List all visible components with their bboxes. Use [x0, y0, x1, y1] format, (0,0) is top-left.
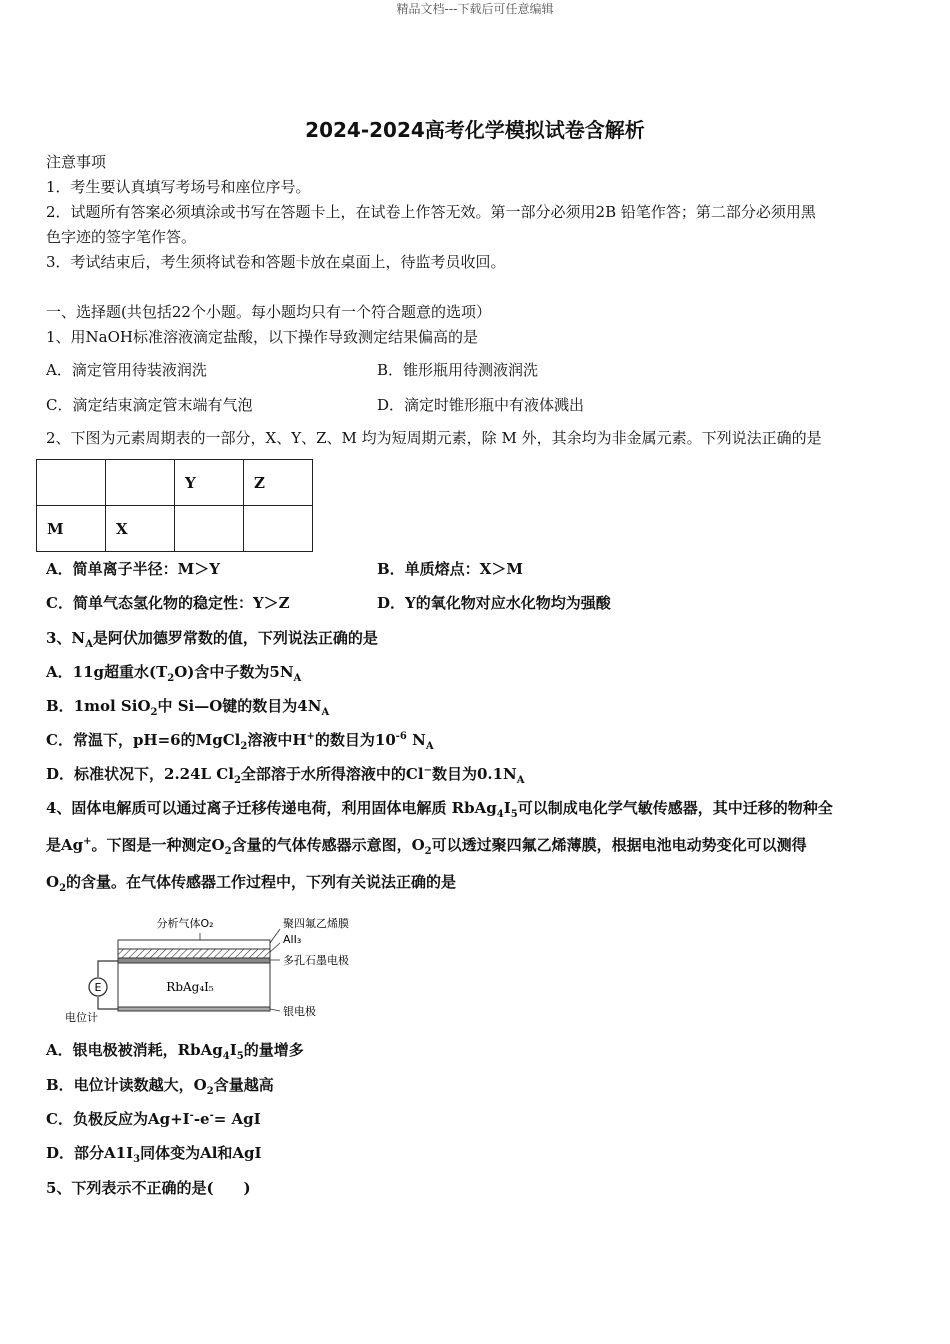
q4-option-b: B．电位计读数越大，$O_2$含量越高: [46, 1076, 274, 1097]
label-silver: 银电极: [283, 1005, 316, 1018]
q4-option-d: D．部分$A1I_3$同体变为Al和AgI: [46, 1144, 262, 1165]
q4-stem-line-3: $O_2$的含量。在气体传感器工作过程中，下列有关说法正确的是: [46, 873, 457, 894]
gas-sensor-diagram: [40, 905, 360, 1025]
ali3-layer: [118, 949, 270, 958]
q4-option-a: A．银电极被消耗，$RbAg_4I_5$的量增多: [46, 1041, 304, 1062]
q2-option-c: C．简单气态氢化物的稳定性：Y＞Z: [46, 594, 290, 612]
q1-option-c: C．滴定结束滴定管末端有气泡: [46, 396, 253, 414]
silver-electrode: [118, 1007, 270, 1011]
table-cell: Z: [244, 460, 313, 506]
table-cell: [37, 460, 106, 506]
label-graphite: 多孔石墨电极: [283, 954, 349, 967]
wire-bottom: [98, 997, 118, 1009]
q1-stem: 1、用NaOH标准溶液滴定盐酸，以下操作导致测定结果偏高的是: [46, 328, 478, 346]
label-electrolyte: RbAg₄I₅: [166, 980, 214, 994]
label-gas: 分析气体O₂: [156, 917, 214, 930]
table-row: [37, 506, 313, 552]
periodic-table-fragment: [36, 459, 313, 552]
label-meter: 电位计: [65, 1011, 98, 1024]
notice-item-2: 2．试题所有答案必须填涂或书写在答题卡上，在试卷上作答无效。第一部分必须用2B 铅笔作答；第二部分必须用黑: [46, 203, 816, 221]
table-cell: [175, 506, 244, 552]
q4-option-c: C．负极反应为Ag+I--e-= AgI: [46, 1110, 261, 1128]
q3-stem: 3、$N_A$是阿伏加德罗常数的值，下列说法正确的是: [46, 629, 378, 650]
q3-option-d: D．标准状况下，2.24L $Cl_2$全部溶于水所得溶液中的Cl−数目为$0.1N_A$: [46, 765, 525, 786]
notice-item-1: 1．考生要认真填写考场号和座位序号。: [46, 178, 311, 196]
table-cell: Y: [175, 460, 244, 506]
q2-option-a: A．简单离子半径：M＞Y: [46, 560, 220, 578]
q3-option-c: C．常温下，pH=6的MgCl$_2$溶液中H+的数目为$10^{-6}$ $N_A$: [46, 731, 434, 752]
table-row: [37, 460, 313, 506]
q3-option-a: A．11g超重水$(T_2O)$含中子数为$5N_A$: [46, 663, 302, 684]
q4-stem-line-1: 4、固体电解质可以通过离子迁移传递电荷，利用固体电解质 $RbAg_4I_5$可以制成电化学气敏传感器，其中迁移的物种全: [46, 799, 833, 820]
notice-item-2-cont: 色字迹的签字笔作答。: [46, 228, 197, 246]
q2-option-b: B．单质熔点：X＞M: [377, 560, 523, 578]
leader-line: [270, 929, 280, 943]
page-title: 2024-2024高考化学模拟试卷含解析: [305, 118, 645, 142]
table-cell: X: [106, 506, 175, 552]
q5-stem: 5、下列表示不正确的是( ): [46, 1179, 251, 1197]
q4-stem-line-2: 是Ag+。下图是一种测定$O_2$含量的气体传感器示意图，$O_2$可以透过聚四氟乙烯薄膜，根据电池电动势变化可以测得: [46, 836, 807, 857]
table-cell: M: [37, 506, 106, 552]
q2-option-d: D．Y的氧化物对应水化物均为强酸: [377, 594, 611, 612]
q1-option-a: A．滴定管用待装液润洗: [46, 361, 207, 379]
section-heading: 一、选择题(共包括22个小题。每小题均只有一个符合题意的选项）: [46, 303, 491, 321]
wire-top: [98, 961, 118, 977]
ptfe-film: [118, 940, 270, 949]
notice-item-3: 3．考试结束后，考生须将试卷和答题卡放在桌面上，待监考员收回。: [46, 253, 506, 271]
page-header: 精品文档---下载后可任意编辑: [396, 2, 554, 16]
label-film: 聚四氟乙烯膜: [283, 917, 349, 930]
q2-stem: 2、下图为元素周期表的一部分，X、Y、Z、M 均为短周期元素，除 M 外，其余均为非金属元素。下列说法正确的是: [46, 429, 822, 447]
notice-heading: 注意事项: [46, 153, 107, 171]
meter-symbol: E: [94, 981, 102, 994]
table-cell: [244, 506, 313, 552]
q1-option-b: B．锥形瓶用待测液润洗: [377, 361, 539, 379]
q1-option-d: D．滴定时锥形瓶中有液体溅出: [377, 396, 585, 414]
leader-line: [270, 943, 280, 952]
q3-option-b: B．1mol SiO$_2$中 Si—O键的数目为$4N_A$: [46, 697, 330, 718]
label-ali3: AlI₃: [283, 933, 302, 946]
leader-line: [270, 1009, 280, 1011]
table-cell: [106, 460, 175, 506]
graphite-electrode: [118, 958, 270, 963]
